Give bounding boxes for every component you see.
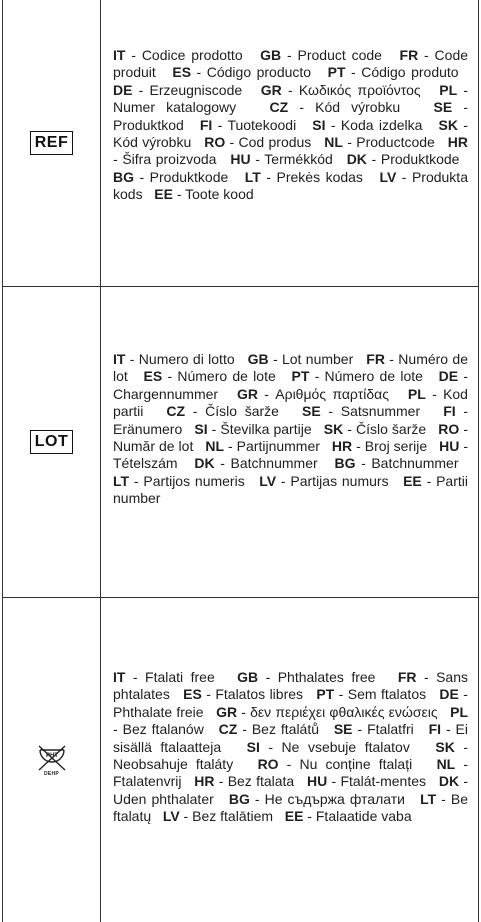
translation-text: Bez ftalātiem	[192, 808, 274, 825]
translation-text: Κωδικός προϊόντος	[298, 81, 421, 98]
translation-text: Bez ftalanów	[122, 721, 204, 738]
language-code: FR	[399, 47, 419, 63]
translation-text: Sem ftalatos	[347, 686, 427, 703]
translation-text: Número de lote	[177, 368, 276, 385]
translation-text: Broj serije	[364, 438, 428, 455]
translation-text: Bez ftalata	[227, 773, 295, 790]
language-code: LV	[162, 808, 180, 825]
language-code: FI	[443, 403, 456, 420]
language-code: HR	[331, 438, 353, 455]
language-code: GR	[216, 703, 238, 720]
language-code: EE	[403, 472, 422, 489]
translation-text: Batchnummer	[230, 455, 318, 472]
language-code: DK	[194, 455, 215, 472]
symbol-cell-lot	[3, 287, 100, 597]
language-code: IT	[113, 669, 126, 685]
translation-text: Kód výrobku	[113, 134, 192, 151]
language-code: SI	[194, 420, 208, 437]
translation-text: Kod partii	[113, 385, 468, 420]
translation-text: Ftalaatide vaba	[315, 808, 412, 825]
translation-text: Ftalati free	[145, 669, 215, 685]
language-code: FI	[428, 721, 442, 738]
translation-text: Uden phthalater	[113, 790, 214, 807]
translation-text: Partijnummer	[236, 438, 320, 455]
phthalate-translations: IT - Ftalati free GB - Phthalates free FR - Sans phtalates ES - Ftalatos libres PT - Sem ftalatos DE - Phthalate freie GR - δεν περιέχει φθαλικές ενώσεις PL - Bez ftalanów CZ - Bez ftalátů SE - Ftalatfri FI - Ei sisällä ftalaatteja SI - Ne vsebuje ftalatov SK - Neobsahuje ftaláty RO - Nu conține ftalați NL - Ftalatenvrij HR - Bez ftalata HU - Ftalát-mentes DK - Uden phthalater BG - Не съдържа фталати LT - Be ftalatų LV - Bez ftalātiem EE - Ftalaatide vaba	[113, 669, 469, 825]
column-divider	[100, 287, 101, 597]
translation-text: Partii number	[113, 472, 468, 507]
translation-text: Ftalatfri	[367, 721, 414, 738]
lot-symbol: LOT	[30, 430, 74, 454]
language-code: DK	[346, 151, 367, 168]
language-code: FR	[397, 669, 417, 685]
translation-text: Produktkode	[380, 151, 460, 168]
language-code: LV	[379, 168, 397, 185]
language-code: HR	[447, 134, 469, 151]
language-code: BG	[228, 790, 250, 807]
language-code: IT	[113, 47, 126, 63]
language-code: DK	[438, 773, 460, 790]
language-code: ES	[183, 686, 202, 703]
language-code: SK	[323, 420, 344, 437]
language-code: GR	[260, 81, 282, 98]
language-code: LT	[244, 168, 261, 185]
translation-text: Produktkode	[149, 168, 229, 185]
language-code: LV	[259, 472, 277, 489]
ref-symbol: REF	[30, 131, 74, 155]
language-code: DE	[439, 686, 459, 703]
translation-text: Číslo šarže	[205, 403, 279, 420]
translation-text: Phthalates free	[277, 669, 376, 685]
language-code: SK	[435, 738, 455, 755]
translation-text: Ftalatenvrij	[113, 773, 182, 790]
language-code: CZ	[166, 403, 186, 420]
translation-text: Produktkod	[113, 116, 184, 133]
translation-text: Ftalát-mentes	[340, 773, 427, 790]
language-code: PL	[439, 81, 458, 98]
language-code: CZ	[218, 721, 238, 738]
translation-text: Batchnummer	[371, 455, 459, 472]
symbol-glossary-table	[2, 0, 479, 922]
language-code: LT	[420, 790, 437, 807]
symbol-cell-phthalate	[3, 598, 100, 922]
translation-text: Koda izdelka	[340, 116, 423, 133]
language-code: PL	[450, 703, 468, 720]
language-code: DE	[113, 81, 133, 98]
translation-text: Code produit	[113, 47, 469, 81]
language-code: IT	[113, 351, 126, 367]
language-code: PT	[291, 368, 310, 385]
translation-text: Codice prodotto	[141, 47, 243, 63]
translation-text: Ei sisällä ftalaatteja	[113, 721, 468, 755]
language-code: HU	[230, 151, 251, 168]
translation-text: Partijos numeris	[143, 472, 245, 489]
language-code: SE	[302, 403, 321, 420]
language-code: FI	[199, 116, 213, 133]
translation-text: Productcode	[356, 134, 435, 151]
language-code: HR	[194, 773, 215, 790]
language-code: SI	[246, 738, 260, 755]
language-code: HU	[439, 438, 460, 455]
language-code: SI	[312, 116, 326, 133]
translation-text: Prekės kodas	[276, 168, 363, 185]
language-code: PT	[316, 686, 335, 703]
translation-text: Šifra proizvoda	[122, 151, 217, 168]
translation-text: Satsnummer	[340, 403, 421, 420]
translation-text: Bez ftalátů	[251, 721, 320, 738]
language-code: RO	[204, 134, 226, 151]
translation-text: Ne vsebuje ftalatov	[281, 738, 410, 755]
translation-text: Neobsahuje ftaláty	[113, 756, 234, 773]
language-code: ES	[143, 368, 163, 385]
translation-text: Lot number	[281, 351, 354, 367]
language-code: EE	[284, 808, 304, 825]
translation-text: Numéro de lot	[113, 351, 468, 385]
translation-text: Partijas numurs	[290, 472, 389, 489]
translation-text: Numero di lotto	[138, 351, 235, 367]
translation-text: Не съдържа фталати	[264, 790, 405, 807]
language-code: ES	[172, 64, 192, 81]
translation-text: Be ftalatų	[113, 790, 468, 825]
ref-translations: IT - Codice prodotto GB - Product code FR - Code produit ES - Código producto PT - Código produto DE - Erzeugniscode GR - Κωδικός προϊόντος PL - Numer katalogowy CZ - Kód výrobku SE - Produktkod FI - Tuotekoodi SI - Koda izdelka SK - Kód výrobku RO - Cod produs NL - Productcode HR - Šifra proizvoda HU - Termékkód DK - Produktkode BG - Produktkode LT - Prekės kodas LV - Produkta kods EE - Toote kood	[113, 47, 469, 203]
translation-text: Termékkód	[264, 151, 333, 168]
language-code: NL	[436, 756, 456, 773]
translation-text: Număr de lot	[113, 438, 194, 455]
row-ref	[3, 0, 478, 287]
pht-label: PHT	[45, 752, 58, 759]
language-code: EE	[154, 186, 173, 203]
translation-text: Número de lote	[324, 368, 423, 385]
language-code: DE	[438, 368, 459, 385]
language-code: RO	[257, 756, 279, 773]
language-code: CZ	[269, 99, 289, 116]
language-code: FR	[366, 351, 385, 367]
language-code: BG	[113, 168, 134, 185]
language-code: GB	[247, 351, 269, 367]
language-code: SK	[438, 116, 458, 133]
translation-text: δεν περιέχει φθαλικές ενώσεις	[250, 703, 438, 720]
lot-translations: IT - Numero di lotto GB - Lot number FR - Numéro de lot ES - Número de lote PT - Número de lote DE - Chargennummer GR - Αριθμός παρτίδας PL - Kod partii CZ - Číslo šarže SE - Satsnummer FI - Eränumero SI - Številka partije SK - Číslo šarže RO - Număr de lot NL - Partijnummer HR - Broj serije HU - Tételszám DK - Batchnummer BG - Batchnummer LT - Partijos numeris LV - Partijas numurs EE - Partii number	[113, 351, 469, 507]
row-phthalate	[3, 598, 478, 922]
language-code: SE	[433, 99, 453, 116]
translation-text: Produkta kods	[113, 168, 468, 203]
column-divider	[100, 598, 101, 922]
translation-text: Cod produs	[238, 134, 312, 151]
translation-text: Číslo šarže	[355, 420, 427, 437]
translation-text: Eränumero	[113, 420, 183, 437]
translation-text: Phthalate freie	[113, 703, 204, 720]
translation-text: Tételszám	[113, 455, 178, 472]
language-code: BG	[334, 455, 356, 472]
language-code: NL	[205, 438, 225, 455]
dehp-label: DEHP	[43, 770, 60, 777]
language-code: GR	[236, 385, 258, 402]
language-code: PT	[327, 64, 346, 81]
language-code: NL	[324, 134, 343, 151]
language-code: SE	[333, 721, 353, 738]
language-code: GB	[237, 669, 259, 685]
translation-text: Αριθμός παρτίδας	[275, 385, 389, 402]
translation-text: Numer katalogowy	[113, 99, 237, 116]
translation-text: Toote kood	[185, 186, 254, 203]
language-code: RO	[438, 420, 460, 437]
translation-text: Številka partije	[220, 420, 312, 437]
row-lot	[3, 287, 478, 598]
symbol-cell-ref	[3, 0, 100, 286]
phthalate-free-dehp-icon	[37, 744, 67, 777]
translation-text: Erzeugniscode	[149, 81, 243, 98]
translation-text: Sans phtalates	[113, 669, 468, 703]
language-code: LT	[113, 472, 130, 489]
translation-text: Nu conține ftalați	[299, 756, 413, 773]
language-code: GB	[260, 47, 282, 63]
translation-text: Kód výrobku	[315, 99, 401, 116]
crossed-circle-icon	[37, 744, 67, 772]
language-code: PL	[407, 385, 426, 402]
translation-text: Chargennummer	[113, 385, 219, 402]
translation-text: Código produto	[361, 64, 459, 81]
translation-text: Product code	[297, 47, 382, 63]
language-code: HU	[307, 773, 328, 790]
translation-text: Código producto	[206, 64, 312, 81]
translation-text: Tuotekoodi	[227, 116, 297, 133]
column-divider	[100, 0, 101, 286]
translation-text: Ftalatos libres	[215, 686, 304, 703]
